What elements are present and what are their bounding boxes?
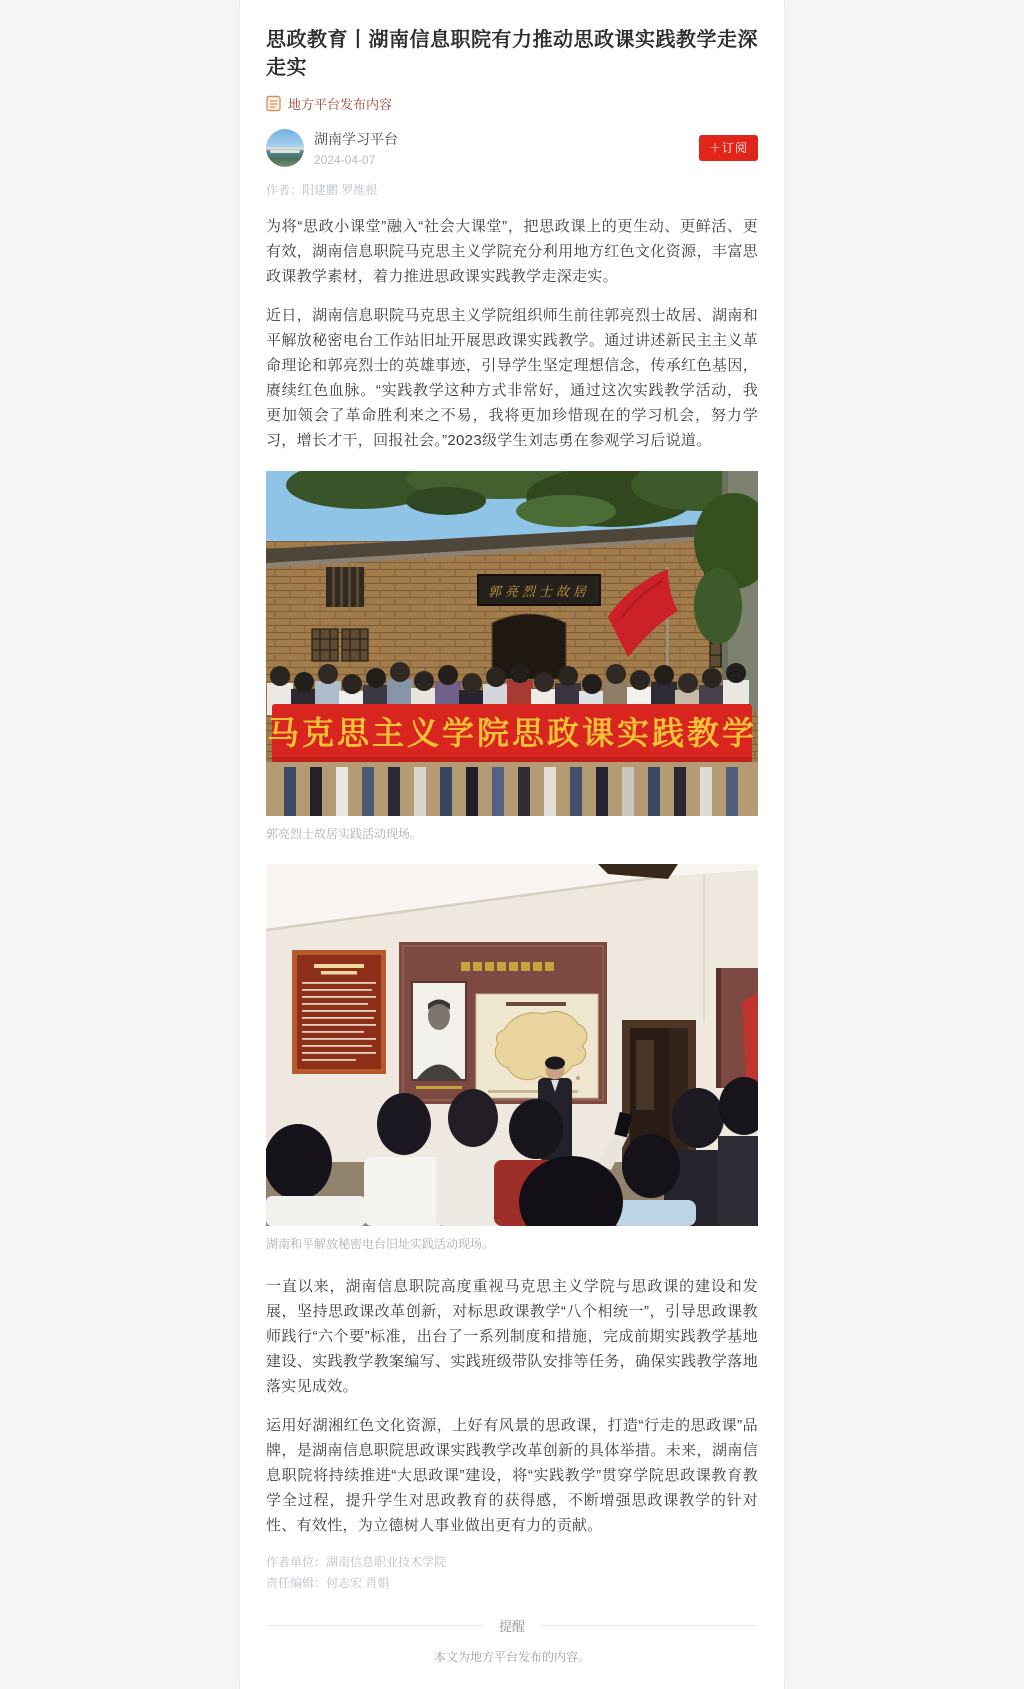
plaque [478, 575, 600, 605]
figure-guoliang-residence [266, 471, 758, 842]
guoliang-residence-photo [266, 471, 758, 816]
practice-teaching-banner [267, 704, 757, 762]
ground [266, 762, 758, 816]
divider-left [266, 1625, 483, 1626]
publisher-meta [314, 129, 699, 167]
article-paragraph-3: 一直以来，湖南信息职院高度重视马克思主义学院与思政课的建设和发展，坚持思政课改革创新，对标思政课教学“八个相统一”，引导思政课教师践行“六个要”标准，出台了一系列制度和措施，完成前期实践教学基地建设、实践教学教案编写、实践班级带队安排等任务，确保实践教学落地落实见成效。 [266, 1278, 758, 1395]
publisher-avatar[interactable] [266, 129, 304, 167]
source-tag-label: 地方平台发布内容 [288, 97, 393, 112]
page-title: 思政教育丨湖南信息职院有力推动思政课实践教学走深走实 [266, 29, 758, 79]
publisher-row [266, 129, 758, 167]
notice-text: 本文为地方平台发布的内容。 [433, 1650, 590, 1664]
radio-station-site-photo [266, 864, 758, 1226]
author-unit: 作者单位：湖南信息职业技术学院 [266, 1555, 447, 1569]
publish-date: 2024-04-07 [314, 153, 376, 167]
article-paragraph-2: 近日，湖南信息职院马克思主义学院组织师生前往郭亮烈士故居、湖南和平解放秘密电台工作站旧址开展思政课实践教学。通过讲述新民主主义革命理论和郭亮烈士的英雄事迹，引导学生坚定理想信念，传承红色基因，赓续红色血脉。“实践教学这种方式非常好，通过这次实践教学活动，我更加领会了革命胜利来之不易，我将更加珍惜现在的学习机会，努力学习，增长才干，回报社会。”2023级学生刘志勇在参观学习后说道。 [266, 307, 758, 449]
banner-text: 马克思主义学院思政课实践教学 [266, 715, 758, 751]
divider-right [541, 1625, 758, 1626]
editor-line: 责任编辑：何志宏 肖娟 [266, 1576, 390, 1590]
source-tag [266, 94, 758, 113]
notice-section [266, 1616, 758, 1671]
notice-title: 提醒 [499, 1619, 526, 1634]
document-icon [266, 95, 281, 112]
exhibit-panel [399, 942, 607, 1104]
article-paragraph-4: 运用好湖湘红色文化资源，上好有风景的思政课，打造“行走的思政课”品牌，是湖南信息职院思政课实践教学改革创新的具体举措。未来，湖南信息职院将持续推进“大思政课”建设，将“实践教学”贯穿学院思政课教育教学全过程，提升学生对思政教育的获得感，不断增强思政课教学的针对性、有效性，为立德树人事业做出更有力的贡献。 [266, 1417, 758, 1534]
article-card [240, 0, 784, 1689]
byline: 作者：阳建鹏 罗维根 [266, 183, 378, 197]
article-paragraph-1: 为将“思政小课堂”融入“社会大课堂”，把思政课上的更生动、更鲜活、更有效，湖南信息职院马克思主义学院充分利用地方红色文化资源，丰富思政课教学素材，着力推进思政课实践教学走深走实。 [266, 218, 758, 285]
figure-radio-station-site [266, 864, 758, 1252]
footer-meta [266, 1552, 758, 1594]
photo-caption-1: 郭亮烈士故居实践活动现场。 [266, 827, 423, 841]
notice-board [292, 950, 386, 1074]
subscribe-button[interactable]: ＋订阅 [699, 135, 758, 161]
publisher-name[interactable]: 湖南学习平台 [314, 131, 398, 147]
notice-head [266, 1616, 758, 1635]
plaque-text: 郭亮烈士故居 [487, 584, 591, 599]
photo-caption-2: 湖南和平解放秘密电台旧址实践活动现场。 [266, 1237, 495, 1251]
